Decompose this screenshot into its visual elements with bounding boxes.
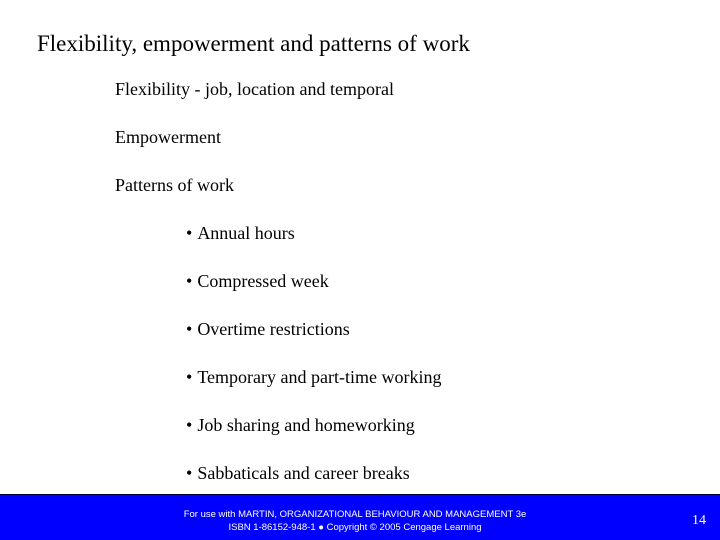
bullet-icon: • (186, 319, 193, 339)
sub-point-label: Annual hours (197, 223, 295, 243)
footer-copyright (150, 508, 560, 534)
sub-point-job-sharing (186, 414, 415, 436)
bullet-icon: • (186, 223, 193, 243)
bullet-icon: • (186, 463, 193, 483)
bullet-icon: • (186, 271, 193, 291)
sub-point-label: Compressed week (197, 271, 329, 291)
point-patterns-of-work: Patterns of work (115, 175, 234, 195)
sub-point-sabbaticals (186, 462, 410, 484)
sub-point-temporary-part-time (186, 366, 441, 388)
sub-point-label: Job sharing and homeworking (197, 415, 415, 435)
sub-point-overtime-restrictions (186, 318, 350, 340)
footer-bar (0, 494, 720, 540)
sub-point-label: Temporary and part-time working (197, 367, 442, 387)
sub-point-compressed-week (186, 270, 329, 292)
slide-title: Flexibility, empowerment and patterns of work (37, 31, 470, 56)
footer-line-isbn: ISBN 1-86152-948-1 ● Copyright © 2005 Cengage Learning (228, 522, 482, 533)
point-flexibility: Flexibility - job, location and temporal (115, 79, 394, 99)
point-empowerment: Empowerment (115, 127, 221, 147)
page-number: 14 (692, 513, 706, 528)
footer-line-book: For use with MARTIN, ORGANIZATIONAL BEHAVIOUR AND MANAGEMENT 3e (183, 509, 527, 520)
bullet-icon: • (186, 415, 193, 435)
bullet-icon: • (186, 367, 193, 387)
sub-point-label: Sabbaticals and career breaks (197, 463, 410, 483)
sub-point-annual-hours (186, 222, 295, 244)
sub-point-label: Overtime restrictions (197, 319, 350, 339)
